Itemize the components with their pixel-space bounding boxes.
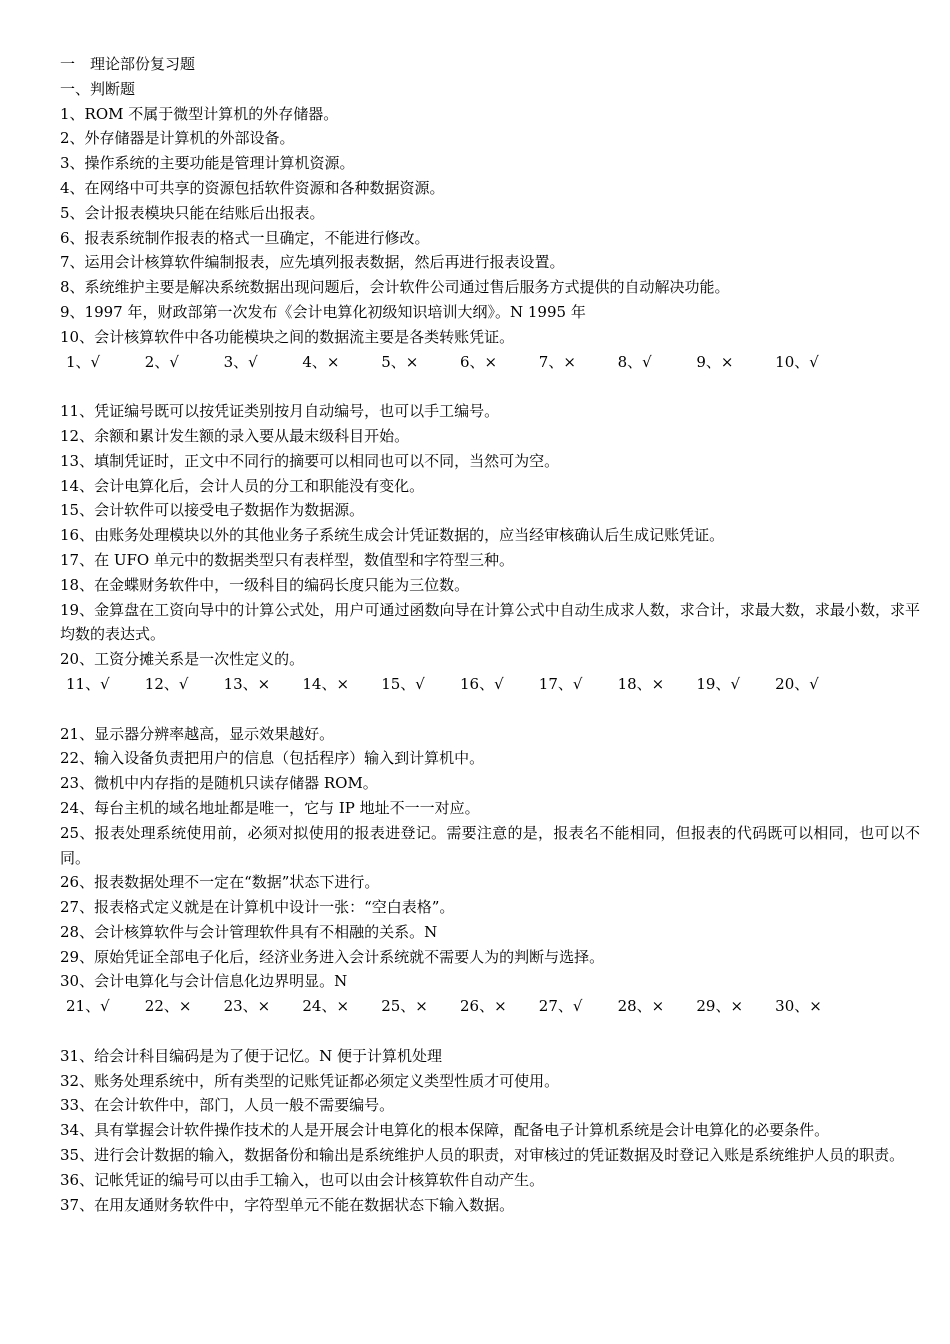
question-item: 13、填制凭证时，正文中不同行的摘要可以相同也可以不同，当然可为空。	[60, 451, 560, 470]
question-item: 25、报表处理系统使用前，必须对拟使用的报表进登记。需要注意的是，报表名不能相同，但报表的代码既可以相同，也可以不同。	[60, 823, 920, 867]
answer-key-row	[60, 672, 920, 697]
answer-item: 14、×	[302, 674, 350, 693]
question-item: 8、系统维护主要是解决系统数据出现问题后，会计软件公司通过售后服务方式提供的自动解决功能。	[60, 278, 730, 297]
answer-item: 5、×	[381, 352, 419, 371]
question-item: 24、每台主机的域名地址都是唯一，它与 IP 地址不一一对应。	[60, 798, 480, 817]
question-item: 26、报表数据处理不一定在“数据”状态下进行。	[60, 873, 380, 892]
question-item: 33、在会计软件中，部门，人员一般不需要编号。	[60, 1096, 395, 1115]
answer-item: 12、√	[144, 674, 189, 693]
question-item: 16、由账务处理模块以外的其他业务子系统生成会计凭证数据的，应当经审核确认后生成记账凭证。	[60, 526, 725, 545]
spacer	[60, 1019, 920, 1044]
question-item: 5、会计报表模块只能在结账后出报表。	[60, 203, 325, 222]
question-item: 17、在 UFO 单元中的数据类型只有表样型，数值型和字符型三种。	[60, 550, 514, 569]
question-group-1	[60, 102, 920, 375]
question-group-4	[60, 1044, 920, 1218]
question-item: 21、显示器分辨率越高，显示效果越好。	[60, 724, 335, 743]
answer-item: 29、×	[696, 997, 744, 1016]
question-item: 22、输入设备负责把用户的信息（包括程序）输入到计算机中。	[60, 749, 485, 768]
answer-item: 17、√	[538, 674, 583, 693]
question-item: 35、进行会计数据的输入，数据备份和输出是系统维护人员的职责，对审核过的凭证数据及时登记入账是系统维护人员的职责。	[60, 1146, 905, 1165]
question-item: 27、报表格式定义就是在计算机中设计一张：“空白表格”。	[60, 898, 455, 917]
question-item: 18、在金蝶财务软件中，一级科目的编码长度只能为三位数。	[60, 575, 470, 594]
answer-item: 4、×	[302, 352, 340, 371]
answer-item: 25、×	[381, 997, 428, 1016]
answer-item: 8、√	[617, 352, 652, 371]
question-item: 6、报表系统制作报表的格式一旦确定，不能进行修改。	[60, 228, 430, 247]
question-item: 1、ROM 不属于微型计算机的外存储器。	[60, 104, 339, 123]
answer-item: 21、√	[66, 997, 110, 1016]
answer-item: 24、×	[302, 997, 350, 1016]
spacer	[60, 374, 920, 399]
question-item: 10、会计核算软件中各功能模块之间的数据流主要是各类转账凭证。	[60, 327, 515, 346]
answer-key-row	[60, 994, 920, 1019]
question-group-2	[60, 399, 920, 697]
question-item: 32、账务处理系统中，所有类型的记账凭证都必须定义类型性质才可使用。	[60, 1071, 560, 1090]
question-item: 31、给会计科目编码是为了便于记忆。N 便于计算机处理	[60, 1046, 442, 1065]
document-page	[60, 52, 920, 1217]
question-item: 14、会计电算化后，会计人员的分工和职能没有变化。	[60, 476, 425, 495]
question-group-3	[60, 722, 920, 1020]
answer-item: 26、×	[459, 997, 507, 1016]
answer-item: 30、×	[775, 997, 822, 1016]
answer-item: 18、×	[617, 674, 665, 693]
answer-item: 16、√	[459, 674, 504, 693]
question-item: 28、会计核算软件与会计管理软件具有不相融的关系。N	[60, 922, 438, 941]
doc-title: 一 理论部份复习题	[60, 55, 196, 73]
answer-item: 3、√	[223, 352, 258, 371]
answer-item: 20、√	[775, 674, 819, 693]
answer-item: 15、√	[381, 674, 425, 693]
question-item: 20、工资分摊关系是一次性定义的。	[60, 650, 305, 669]
question-item: 34、具有掌握会计软件操作技术的人是开展会计电算化的根本保障，配备电子计算机系统是会计电算化的必要条件。	[60, 1121, 830, 1140]
answer-item: 10、√	[775, 352, 819, 371]
answer-key-row	[60, 350, 920, 375]
answer-item: 9、×	[696, 352, 734, 371]
question-item: 3、操作系统的主要功能是管理计算机资源。	[60, 154, 355, 173]
answer-item: 27、√	[538, 997, 583, 1016]
question-item: 29、原始凭证全部电子化后，经济业务进入会计系统就不需要人为的判断与选择。	[60, 947, 605, 966]
spacer	[60, 697, 920, 722]
question-item: 11、凭证编号既可以按凭证类别按月自动编号，也可以手工编号。	[60, 402, 500, 421]
answer-item: 7、×	[538, 352, 576, 371]
answer-item: 22、×	[144, 997, 192, 1016]
question-item: 7、运用会计核算软件编制报表，应先填列报表数据，然后再进行报表设置。	[60, 253, 565, 272]
answer-item: 6、×	[459, 352, 498, 371]
question-item: 23、微机中内存指的是随机只读存储器 ROM。	[60, 774, 378, 793]
question-item: 30、会计电算化与会计信息化边界明显。N	[60, 972, 348, 991]
answer-item: 2、√	[144, 352, 179, 371]
answer-item: 1、√	[66, 352, 101, 371]
section-heading: 一、判断题	[60, 79, 136, 98]
question-item: 2、外存储器是计算机的外部设备。	[60, 129, 295, 148]
question-item: 19、金算盘在工资向导中的计算公式处，用户可通过函数向导在计算公式中自动生成求人数，求合计，求最大数，求最小数，求平均数的表达式。	[60, 600, 920, 644]
answer-item: 23、×	[223, 997, 271, 1016]
question-item: 37、在用友通财务软件中，字符型单元不能在数据状态下输入数据。	[60, 1195, 515, 1214]
question-item: 4、在网络中可共享的资源包括软件资源和各种数据资源。	[60, 178, 445, 197]
question-item: 12、余额和累计发生额的录入要从最末级科目开始。	[60, 426, 410, 445]
answer-item: 11、√	[66, 674, 110, 693]
answer-item: 28、×	[617, 997, 665, 1016]
question-item: 9、1997 年，财政部第一次发布《会计电算化初级知识培训大纲》。N 1995 年	[60, 302, 586, 321]
answer-item: 13、×	[223, 674, 271, 693]
answer-item: 19、√	[696, 674, 741, 693]
question-item: 15、会计软件可以接受电子数据作为数据源。	[60, 501, 365, 520]
question-item: 36、记帐凭证的编号可以由手工输入，也可以由会计核算软件自动产生。	[60, 1170, 545, 1189]
